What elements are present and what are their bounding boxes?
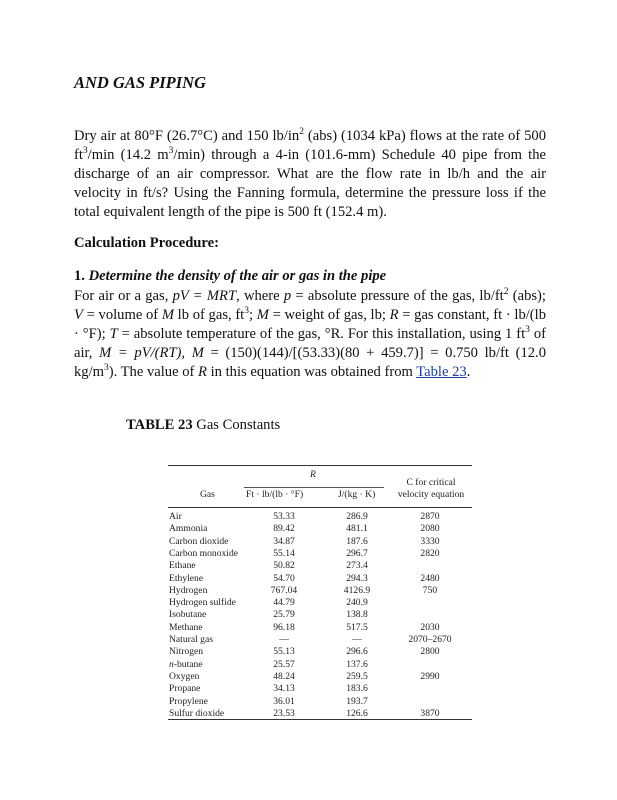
cell-ft-lb: 34.13 — [273, 683, 295, 695]
variable: M — [256, 307, 269, 323]
superscript: 3 — [82, 146, 88, 157]
cell-ft-lb: 767.04 — [270, 584, 298, 596]
header-critical-velocity — [390, 477, 472, 501]
cell-j-kg: 183.6 — [346, 683, 368, 695]
cell-ft-lb: 55.13 — [273, 646, 295, 658]
table-row — [168, 597, 472, 609]
variable: T — [109, 326, 118, 342]
superscript: 2 — [503, 287, 509, 298]
cell-critical: 2990 — [420, 670, 440, 682]
table-header-rule — [168, 507, 472, 508]
cell-j-kg: 240.9 — [346, 597, 368, 609]
header-ft-lb: Ft · lb/(lb · °F) — [246, 489, 304, 500]
table-row — [168, 671, 472, 683]
cell-gas: Ethylene — [169, 572, 204, 584]
step-1-heading — [74, 268, 386, 285]
step-number: 1. — [74, 268, 85, 284]
cell-ft-lb: 48.24 — [273, 670, 295, 682]
text-run: in this equation was obtained from — [206, 364, 417, 380]
text-run: = gas constant, ft · lb/(lb · °F); — [74, 307, 547, 342]
cell-gas: Natural gas — [169, 634, 213, 645]
cell-ft-lb: — — [279, 634, 289, 645]
table-caption — [126, 417, 280, 434]
cell-gas: Sulfur dioxide — [169, 707, 225, 719]
cell-j-kg: — — [352, 634, 362, 645]
text-run: = weight of gas, lb; — [268, 307, 390, 323]
text-run: ; — [249, 307, 257, 323]
step-title: Determine the density of the air or gas in the pipe — [88, 268, 387, 284]
table-row — [168, 536, 472, 548]
cell-gas: Nitrogen — [169, 646, 204, 658]
cell-ft-lb: 44.79 — [273, 597, 295, 609]
table-row — [168, 511, 472, 523]
header-c-line2: velocity equation — [397, 489, 465, 500]
table-row — [168, 609, 472, 621]
text-run: , where — [236, 288, 284, 304]
table-row — [168, 622, 472, 634]
calculation-heading: Calculation Procedure: — [74, 235, 219, 251]
cell-critical: 3330 — [420, 535, 440, 547]
cell-j-kg: 517.5 — [346, 621, 368, 633]
table-row — [168, 573, 472, 585]
cell-j-kg: 259.5 — [346, 670, 368, 682]
cell-j-kg: 296.6 — [346, 646, 368, 658]
cell-ft-lb: 53.33 — [273, 511, 295, 522]
cell-gas: Hydrogen sulfide — [169, 597, 236, 609]
table-title: Gas Constants — [192, 417, 281, 433]
table-top-rule — [168, 465, 472, 466]
cell-gas: Carbon dioxide — [169, 535, 229, 547]
text-run: (abs) (1034 kPa) flows at the rate of 500 ft — [74, 128, 546, 163]
cell-gas: Propane — [169, 683, 201, 695]
variable: M — [161, 307, 174, 323]
table-row — [168, 523, 472, 535]
text-run: of air, — [74, 326, 546, 361]
text-run: ). The value of — [108, 364, 199, 380]
table-label: TABLE 23 — [126, 417, 193, 433]
cell-j-kg: 296.7 — [346, 547, 368, 559]
running-header: AND GAS PIPING — [74, 73, 207, 92]
cell-j-kg: 4126.9 — [343, 584, 371, 596]
cell-gas: Ammonia — [169, 523, 208, 535]
cell-critical: 2030 — [420, 621, 440, 633]
text-run: /min (14.2 m — [87, 147, 169, 163]
superscript: 3 — [104, 363, 109, 374]
table-row — [168, 560, 472, 572]
cell-j-kg: 294.3 — [346, 572, 368, 584]
table-23-link[interactable]: Table 23 — [416, 364, 467, 380]
cell-critical: 3870 — [420, 707, 440, 719]
variable: p — [283, 288, 292, 304]
cell-j-kg: 273.4 — [346, 560, 368, 572]
cell-gas: Carbon monoxide — [169, 547, 239, 559]
superscript: 3 — [244, 306, 249, 317]
superscript: 3 — [168, 146, 174, 157]
header-gas: Gas — [200, 489, 215, 500]
table-row — [168, 696, 472, 708]
table-bottom-rule — [168, 719, 472, 720]
cell-j-kg: 187.6 — [346, 535, 368, 547]
header-r-group: R — [310, 469, 316, 480]
cell-critical: 2820 — [420, 547, 440, 559]
text-run: For air or a gas, — [74, 288, 173, 304]
cell-gas: n-butane — [169, 658, 203, 670]
cell-j-kg: 193.7 — [346, 695, 368, 707]
equation: pV = MRT — [172, 288, 237, 304]
cell-gas: Methane — [169, 621, 203, 633]
cell-j-kg: 286.9 — [346, 511, 368, 522]
header-r-rule — [244, 487, 384, 488]
cell-ft-lb: 23.53 — [273, 707, 295, 719]
text-run: . — [466, 364, 471, 380]
variable: R — [389, 307, 399, 323]
table-row — [168, 634, 472, 646]
cell-critical: 2480 — [420, 572, 440, 584]
equation: M = pV/(RT), M — [99, 345, 204, 361]
cell-ft-lb: 50.82 — [273, 560, 295, 572]
cell-j-kg: 138.8 — [346, 609, 368, 621]
cell-j-kg: 481.1 — [346, 523, 368, 535]
text-run: = absolute pressure of the gas, lb/ft — [291, 288, 504, 304]
cell-ft-lb: 96.18 — [273, 621, 295, 633]
cell-ft-lb: 54.70 — [273, 572, 295, 584]
cell-j-kg: 137.6 — [346, 658, 368, 670]
superscript: 3 — [525, 325, 530, 336]
text-run: = volume of — [82, 307, 162, 323]
table-row — [168, 548, 472, 560]
cell-gas: Isobutane — [169, 609, 207, 621]
cell-critical: 2080 — [420, 523, 440, 535]
cell-critical: 2870 — [420, 511, 440, 522]
text-run: = (150)(144)/[(53.33)(80 + 459.7)] = 0.750 lb/ft (12.0 kg/m — [74, 345, 546, 380]
cell-gas: Ethane — [169, 560, 196, 572]
table-row — [168, 659, 472, 671]
cell-ft-lb: 89.42 — [273, 523, 295, 535]
variable: V — [74, 307, 83, 323]
cell-critical: 2800 — [420, 646, 440, 658]
cell-ft-lb: 25.79 — [273, 609, 295, 621]
step-1-body — [74, 287, 546, 382]
table-row — [168, 683, 472, 695]
text-run: lb of gas, ft — [173, 307, 245, 323]
header-c-line1: C for critical — [406, 477, 456, 488]
table-row — [168, 646, 472, 658]
header-j-kg: J/(kg · K) — [338, 489, 376, 500]
text-run: /min) through a 4-in (101.6-mm) Schedule 40 pipe from the discharge of an air compressor. What are the flow rate in lb/h and the air velocity in ft/s? Using the Fanning formula, determine the pressure loss if the total equivalent length of the pipe is 500 ft (152.4 m). — [74, 147, 546, 220]
problem-statement — [74, 127, 546, 222]
cell-ft-lb: 25.57 — [273, 658, 295, 670]
cell-ft-lb: 36.01 — [273, 695, 295, 707]
text-run: Dry air at 80°F (26.7°C) and 150 lb/in — [74, 128, 300, 144]
text-run: (abs); — [508, 288, 546, 304]
cell-gas: Propylene — [169, 695, 208, 707]
table-row — [168, 585, 472, 597]
cell-ft-lb: 34.87 — [273, 535, 295, 547]
superscript: 2 — [299, 127, 304, 138]
text-run: = absolute temperature of the gas, °R. For this installation, using 1 ft — [117, 326, 526, 342]
cell-gas: Air — [169, 511, 182, 522]
cell-j-kg: 126.6 — [346, 707, 368, 719]
cell-ft-lb: 55.14 — [273, 547, 295, 559]
cell-critical: 2070–2670 — [408, 634, 452, 645]
cell-gas: Oxygen — [169, 670, 200, 682]
cell-gas: Hydrogen — [169, 584, 208, 596]
variable: R — [198, 364, 207, 380]
cell-critical: 750 — [422, 584, 438, 596]
